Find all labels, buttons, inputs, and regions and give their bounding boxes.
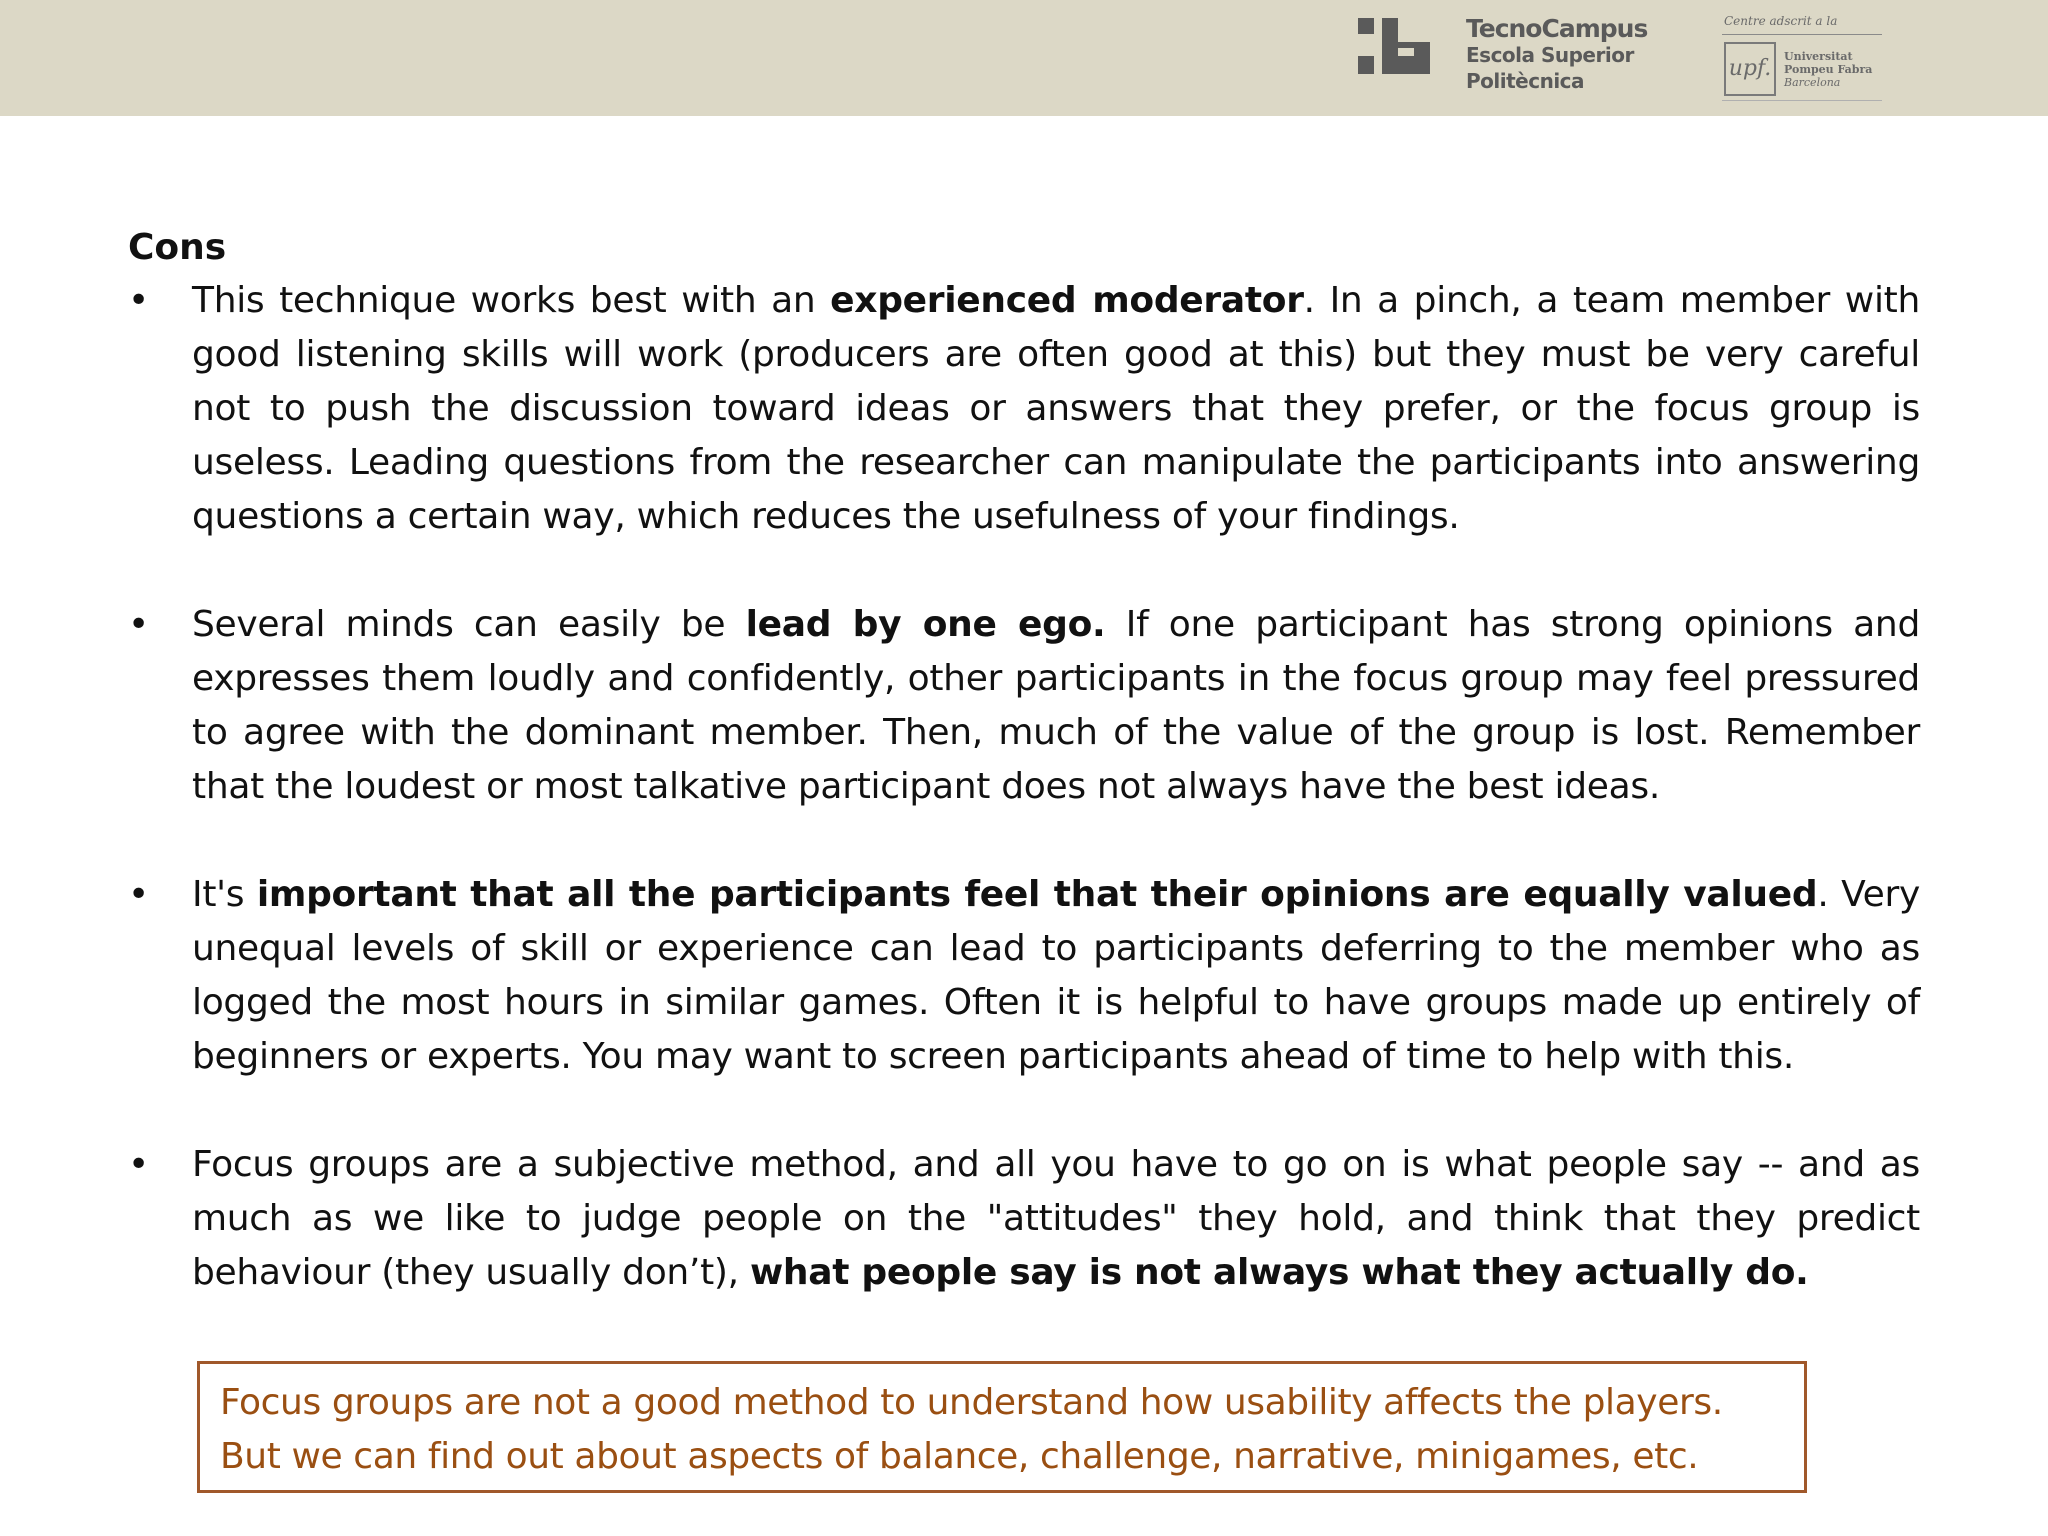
bullet-icon: • <box>128 874 149 915</box>
upf-name-line1: Universitat <box>1784 50 1853 63</box>
upf-divider <box>1722 34 1882 35</box>
logo-title: TecnoCampus <box>1466 14 1648 43</box>
list-item <box>128 1138 1920 1300</box>
upf-name-line2: Pompeu Fabra <box>1784 63 1873 76</box>
item-emphasis: what people say is not always what they actually do. <box>749 1252 1809 1293</box>
section-title: Cons <box>128 227 227 268</box>
item-text-after: . In a pinch, a team member with good listening skills will work (producers are often good at this) but they must be very careful not to push the discussion toward ideas or answers that they prefer, or the focus group is useless. Leading questions from the researcher can manipulate the participants into answering questions a certain way, which reduces the usefulness of your findings. <box>192 280 1920 537</box>
item-text-after: If one participant has strong opinions and expresses them loudly and confidently, other participants in the focus group may feel pressured to agree with the dominant member. Then, much of the value of the group is lost. Remember that the loudest or most talkative participant does not always have the best ideas. <box>192 604 1920 807</box>
item-text-after: . Very unequal levels of skill or experience can lead to participants deferring to the member who as logged the most hours in similar games. Often it is helpful to have groups made up entirely of beginners or experts. You may want to screen participants ahead of time to help with this. <box>192 874 1920 1077</box>
bullet-icon: • <box>128 604 149 645</box>
tecnocampus-logo-icon <box>1358 18 1438 76</box>
slide-content <box>128 222 1920 1300</box>
list-item <box>128 868 1920 1084</box>
header-bar <box>0 0 2048 116</box>
upf-mark-icon: upf. <box>1724 42 1776 96</box>
item-emphasis: experienced moderator <box>830 280 1304 321</box>
list-item <box>128 598 1920 814</box>
logo-subtitle: Escola Superior <box>1466 43 1634 67</box>
item-emphasis: important that all the participants feel that their opinions are equally valued <box>256 874 1818 915</box>
upf-logo <box>1722 12 1882 102</box>
upf-name <box>1784 50 1872 89</box>
bullet-icon: • <box>128 1144 149 1185</box>
list-item <box>128 274 1920 544</box>
upf-caption: Centre adscrit a la <box>1724 14 1838 28</box>
callout-line-2: But we can find out about aspects of balance, challenge, narrative, minigames, etc. <box>220 1436 1699 1477</box>
item-text: This technique works best with an <box>192 280 831 321</box>
bullet-icon: • <box>128 280 149 321</box>
tecnocampus-logo-text <box>1466 16 1666 94</box>
cons-list <box>128 274 1920 1300</box>
upf-name-line3: Barcelona <box>1784 76 1841 89</box>
callout-line-1: Focus groups are not a good method to understand how usability affects the players. <box>220 1382 1723 1423</box>
item-text: It's <box>192 874 257 915</box>
item-text: Focus groups are a subjective method, and all you have to go on is what people say -- and as much as we like to judge people on the "attitudes" they hold, and think that they predict behaviour (they usually don’t), <box>192 1144 1920 1293</box>
item-text: Several minds can easily be <box>192 604 746 645</box>
upf-divider-bottom <box>1722 100 1882 101</box>
logo-subtitle-2: Politècnica <box>1466 69 1585 93</box>
callout-box <box>197 1361 1807 1493</box>
item-emphasis: lead by one ego. <box>745 604 1106 645</box>
